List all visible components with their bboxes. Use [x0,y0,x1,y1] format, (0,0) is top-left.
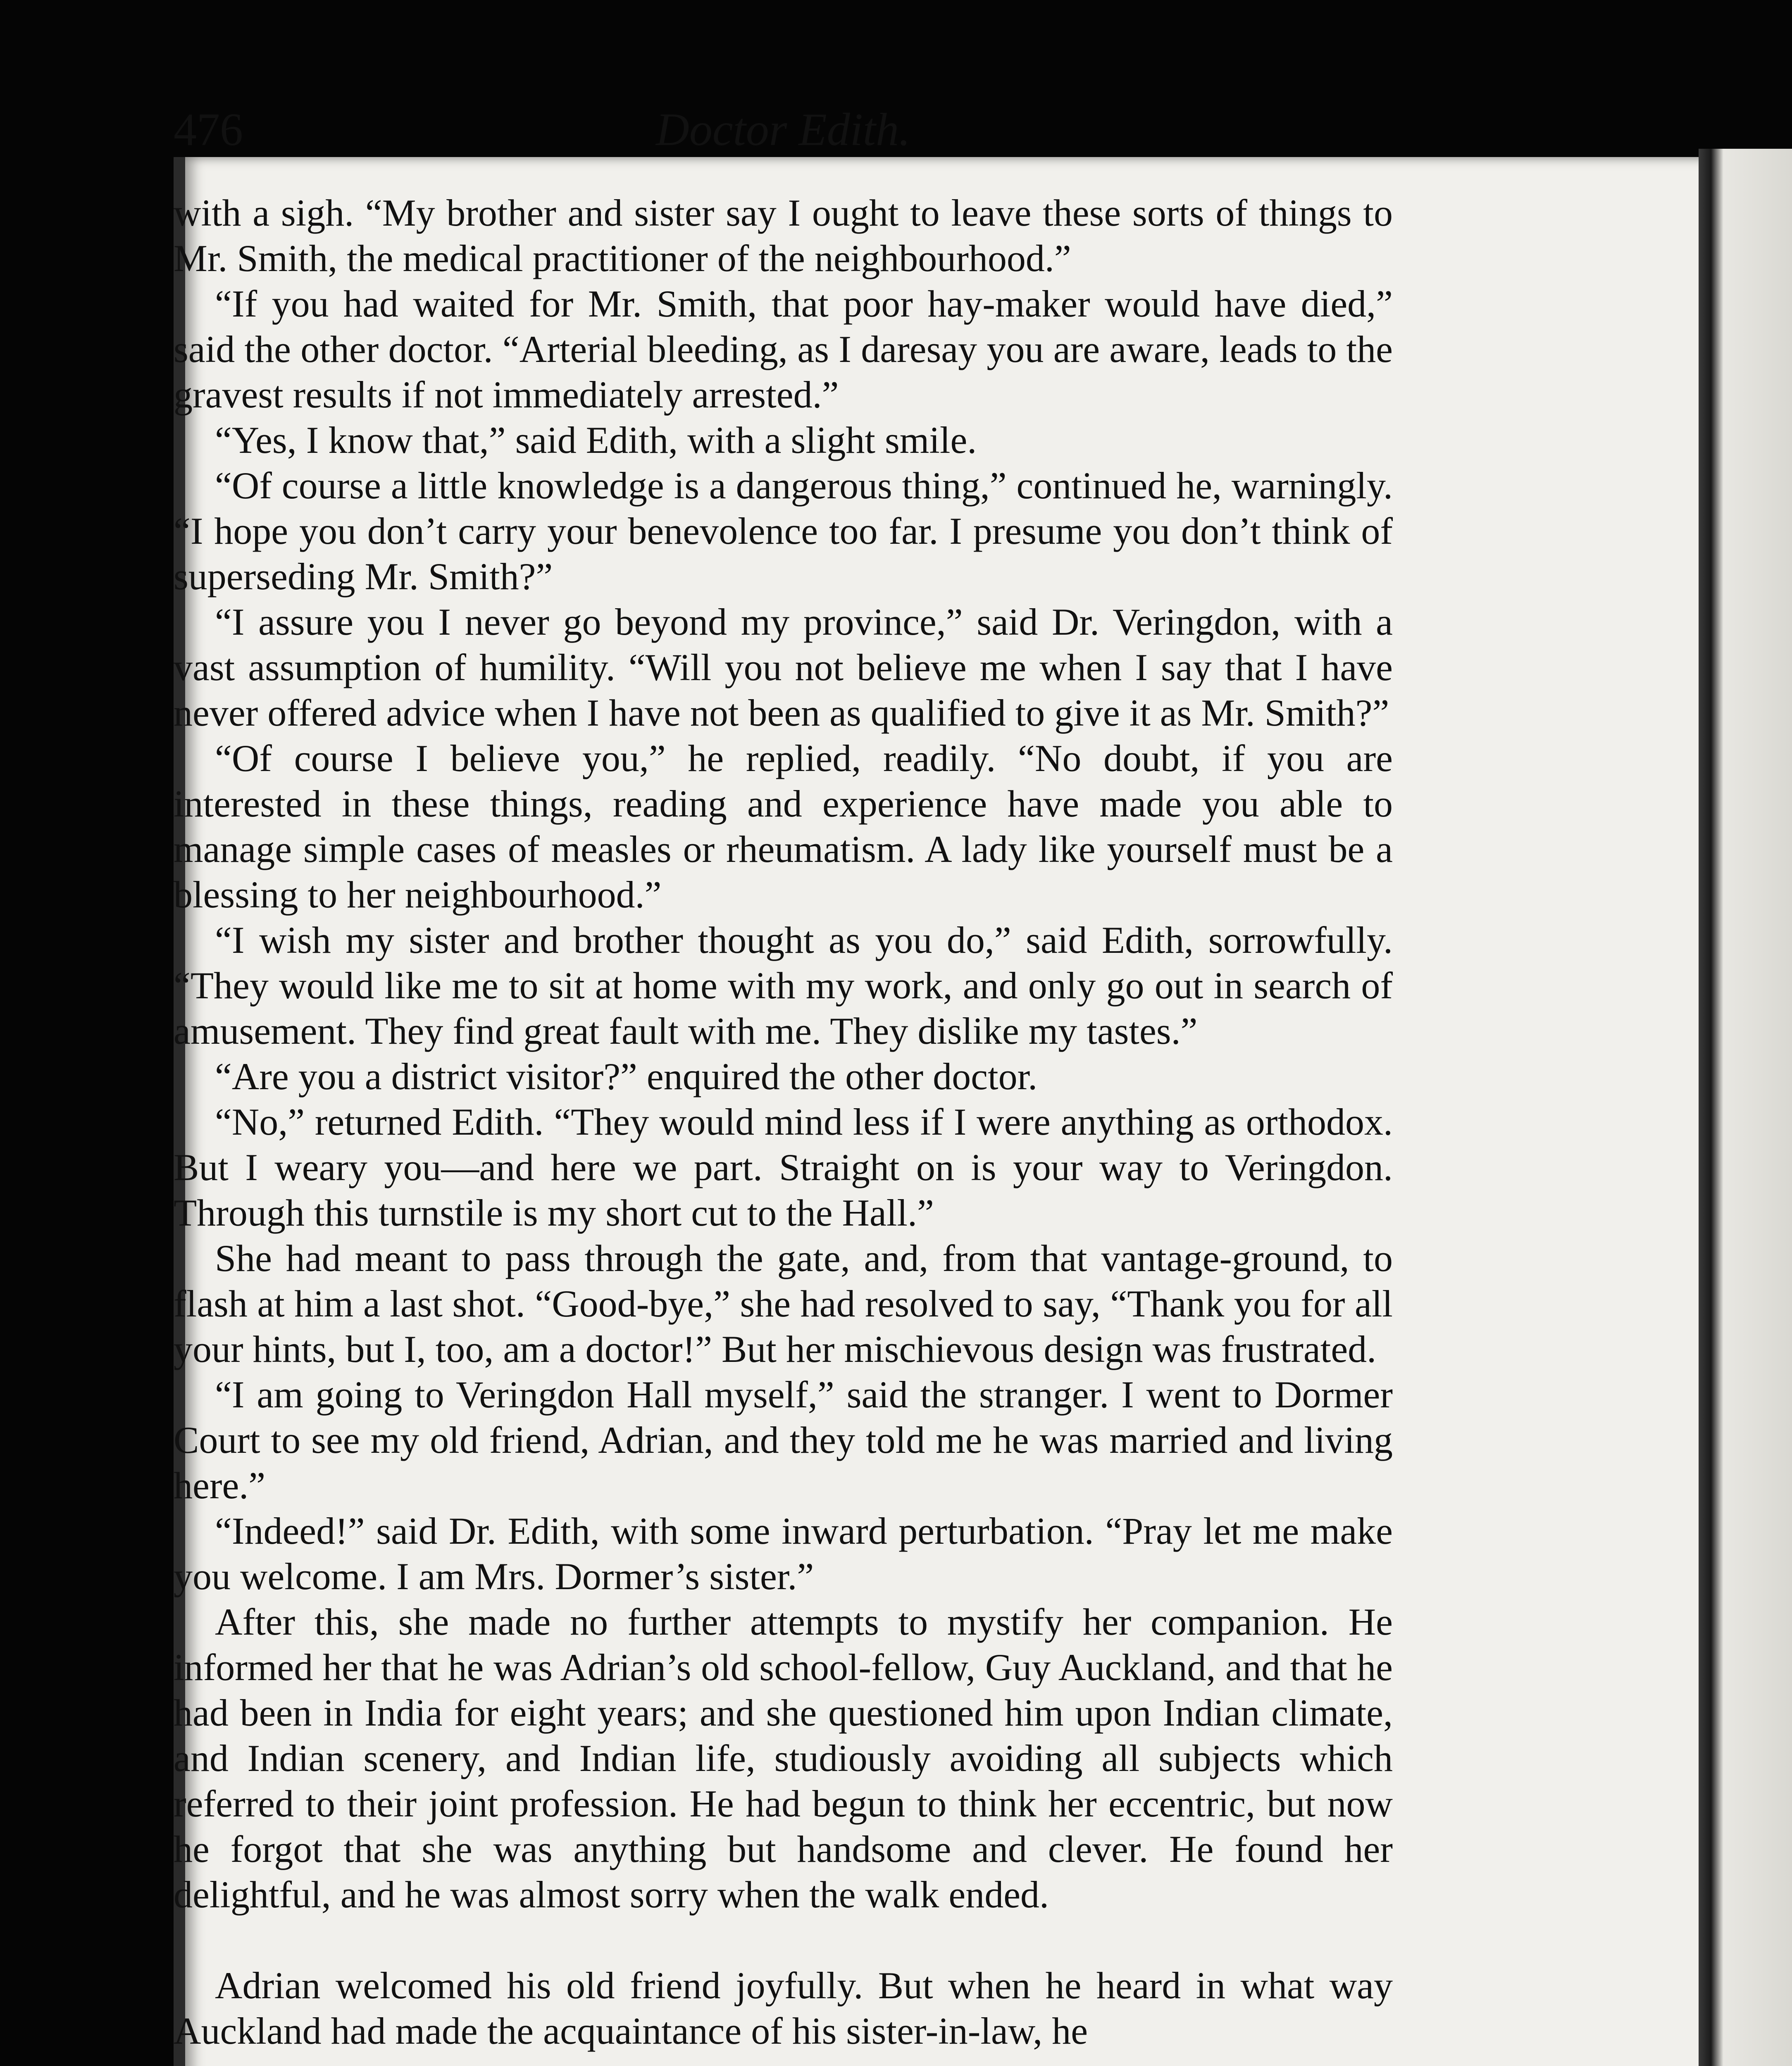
paragraph: with a sigh. “My brother and sister say I ought to leave these sorts of things to Mr. Smith, the medical practitioner of the neighbourhood.” [174,192,1393,279]
paragraph: “Yes, I know that,” said Edith, with a slight smile. [215,419,977,461]
paragraph: “I assure you I never go beyond my province,” said Dr. Veringdon, with a vast assumption of humility. “Will you not believe me when I say that I have never offered advice when I have not been as qualified to give it as Mr. Smith?” [174,601,1393,734]
paragraph: She had meant to pass through the gate, and, from that vantage-ground, to flash at him a last shot. “Good-bye,” she had resolved to say, “Thank you for all your hints, but I, too, am a doctor!” But her mischievous design was frustrated. [174,1237,1393,1370]
paragraph: “Are you a district visitor?” enquired the other doctor. [215,1055,1038,1097]
page-number: 476 [174,104,243,155]
paragraph: Adrian welcomed his old friend joyfully. But when he heard in what way Auckland had made the acquaintance of his sister-in-law, he [174,1964,1393,2052]
paragraph: “No,” returned Edith. “They would mind less if I were anything as orthodox. But I weary you—and here we part. Straight on is your way to Veringdon. Through this turnstile is my short cut to the Hall.” [174,1101,1393,1234]
paragraph: “Of course I believe you,” he replied, readily. “No doubt, if you are interested in these things, reading and experience have made you able to manage simple cases of measles or rheumatism. A lady like yourself must be a blessing to her neighbourhood.” [174,737,1393,916]
running-title: Doctor Edith. [656,104,910,155]
paragraph: “Of course a little knowledge is a dangerous thing,” continued he, warningly. “I hope you don’t carry your benevolence too far. I presume you don’t think of superseding Mr. Smith?” [174,464,1393,597]
paragraph: “Indeed!” said Dr. Edith, with some inward perturbation. “Pray let me make you welcome. I am Mrs. Dormer’s sister.” [174,1510,1393,1597]
facing-page-edge [1699,149,1792,2066]
body-text [174,190,1393,2054]
paragraph: “If you had waited for Mr. Smith, that poor hay-maker would have died,” said the other doctor. “Arterial bleeding, as I daresay you are aware, leads to the gravest results if not immediately arrested.” [174,283,1393,416]
paragraph: “I wish my sister and brother thought as you do,” said Edith, sorrowfully. “They would like me to sit at home with my work, and only go out in search of amusement. They find great fault with me. They dislike my tastes.” [174,919,1393,1052]
paragraph: “I am going to Veringdon Hall myself,” said the stranger. I went to Dormer Court to see my old friend, Adrian, and they told me he was married and living here.” [174,1373,1393,1507]
paragraph: After this, she made no further attempts to mystify her companion. He informed her that he was Adrian’s old school-fellow, Guy Auckland, and that he had been in India for eight years; and she questioned him upon Indian climate, and Indian scenery, and Indian life, studiously avoiding all subjects which referred to their joint profession. He had begun to think her eccentric, but now he forgot that she was anything but handsome and clever. He found her delightful, and he was almost sorry when the walk ended. [174,1601,1393,1916]
page-header [174,103,1393,178]
